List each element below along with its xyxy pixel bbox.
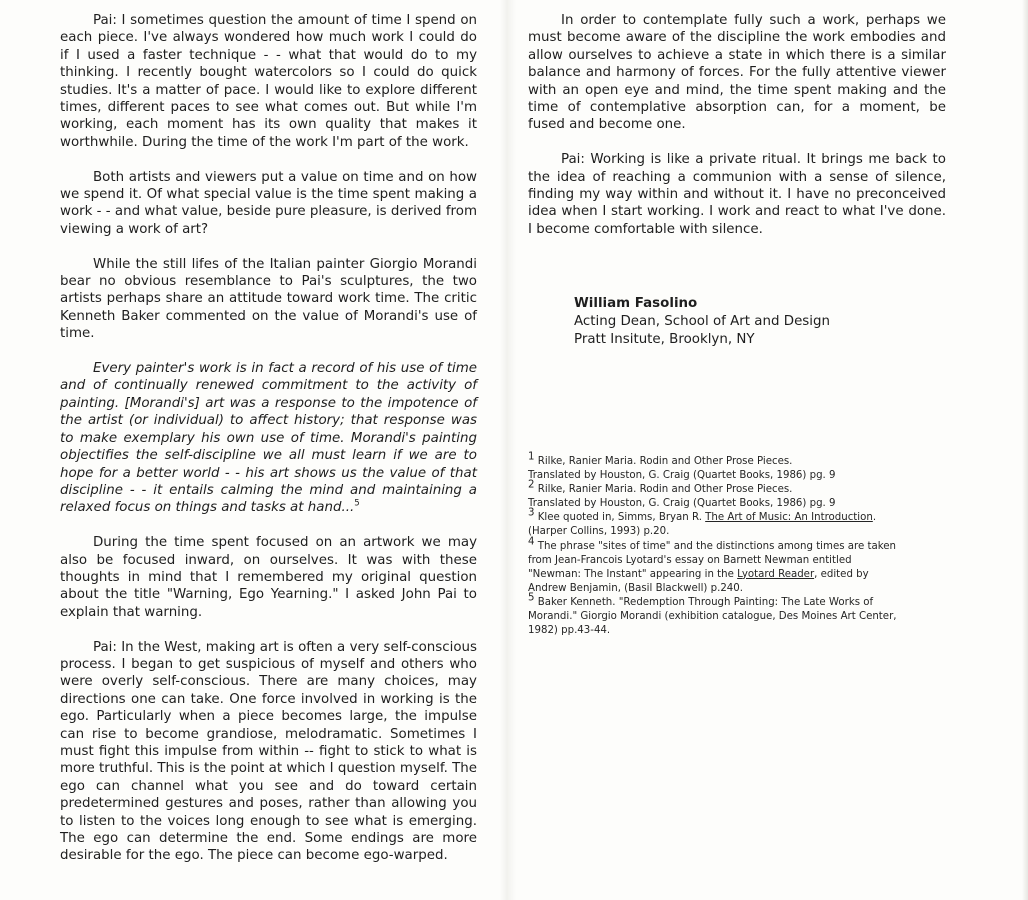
footnote-5: [528, 592, 948, 638]
footnote-1: [528, 451, 948, 483]
footnote-line: "Newman: The Instant" appearing in the: [528, 568, 738, 580]
baker-quote-text: Every painter's work is in fact a record of his use of time and of continually renewed commitment to the activity of painting. [Morandi's] art was a response to the impotence of the artist (or individual) to affect history; that response was to make exemplary his own use of time. Morandi's painting objectifies the self-discipline we all must learn if we are to hope for a better world - - his art shows us the value of that discipline - - it entails calming the mind and maintaining a relaxed focus on things and tasks at hand...: [60, 361, 477, 516]
footnote-number: 2: [528, 479, 535, 491]
author-institution: Pratt Insitute, Brooklyn, NY: [574, 331, 755, 347]
page-gutter: [500, 0, 516, 900]
footnote-number: 5: [528, 592, 535, 604]
footnote-2: [528, 479, 948, 511]
footnote-line: Rilke, Ranier Maria. Rodin and Other Prose Pieces.: [537, 484, 793, 496]
footnote-mark: 5: [354, 498, 360, 509]
footnote-book-title: Lyotard Reader: [737, 568, 815, 580]
footnote-line: Rilke, Ranier Maria. Rodin and Other Prose Pieces.: [537, 456, 793, 467]
footnote-4: [528, 536, 948, 596]
footnote-line: , edited by: [814, 568, 869, 580]
footnote-line: Translated by Houston, G. Craig (Quartet Books, 1986) pg. 9: [528, 498, 836, 510]
footnote-line: Baker Kenneth. "Redemption Through Painting: The Late Works of: [537, 596, 874, 608]
paragraph-value-of-time: Both artists and viewers put a value on time and on how we spend it. Of what special value is the time spent making a work - - and what value, beside pure pleasure, is derived from viewing a work of art?: [60, 169, 477, 237]
footnotes: [528, 451, 948, 638]
footnote-line: .: [872, 512, 877, 524]
paragraph-contemplation: In order to contemplate fully such a work, perhaps we must become aware of the discipline the work embodies and allow ourselves to achieve a state in which there is a similar balance and harmony of forces. For the fully attentive viewer with an open eye and mind, the time spent making and the time of contemplative absorption can, for a moment, be fused and become one.: [528, 13, 946, 133]
footnote-line: Morandi." Giorgio Morandi (exhibition catalogue, Des Moines Art Center,: [528, 611, 897, 623]
footnote-number: 3: [528, 507, 535, 519]
left-page-column: [60, 12, 477, 865]
author-name: William Fasolino: [574, 296, 698, 311]
author-title: Acting Dean, School of Art and Design: [574, 313, 830, 329]
footnote-number: 4: [528, 536, 535, 548]
footnote-line: from Jean-Francois Lyotard's essay on Barnett Newman entitled: [528, 554, 852, 566]
footnote-line: Andrew Benjamin, (Basil Blackwell) p.240.: [528, 582, 744, 594]
footnote-line: Translated by Houston, G. Craig (Quartet Books, 1986) pg. 9: [528, 470, 836, 482]
right-page-column: [528, 12, 946, 238]
footnote-line: 1982) pp.43-44.: [528, 625, 611, 637]
footnote-line: (Harper Collins, 1993) p.20.: [528, 526, 670, 538]
footnote-book-title: The Art of Music: An Introduction: [705, 512, 873, 524]
paragraph-ego-question: During the time spent focused on an artwork we may also be focused inward, on ourselves. It was with these thoughts in mind that I remembered my original question about the title "Warning, Ego Yearning." I asked John Pai to explain that warning.: [60, 535, 477, 620]
paragraph-pai-ego: Pai: In the West, making art is often a very self-conscious process. I began to get suspicious of myself and others who were overly self-conscious. There are many choices, may directions one can take. One force involved in working is the ego. Particularly when a piece becomes large, the impulse can rise to become grandiose, melodramatic. Sometimes I must fight this impulse from within -- fight to stick to what is more truthful. This is the point at which I question myself. The ego can channel what you see and do toward certain predetermined gestures and poses, rather than allowing you to listen to the voices long enough to see what is emerging. The ego can determine the end. Some endings are more desirable for the ego. The piece can become ego-warped.: [60, 639, 477, 864]
paragraph-morandi: While the still lifes of the Italian painter Giorgio Morandi bear no obvious resemblance to Pai's sculptures, the two artists perhaps share an attitude toward work time. The critic Kenneth Baker commented on the value of Morandi's use of time.: [60, 256, 477, 342]
footnote-line: The phrase "sites of time" and the distinctions among times are taken: [537, 540, 896, 552]
baker-quote: [60, 360, 477, 517]
paragraph-pai-time: Pai: I sometimes question the amount of time I spend on each piece. I've always wondered how much work I could do if I used a faster technique - - what that would do to my thinking. I recently bought watercolors so I could do quick studies. It's a matter of pace. I would like to explore different times, different paces to see what comes out. But while I'm working, each moment has its own quality that makes it worthwhile. During the time of the work I'm part of the work.: [60, 13, 477, 150]
footnote-number: 1: [528, 451, 535, 463]
signature-block: [574, 295, 830, 348]
footnote-3: [528, 507, 948, 539]
page-edge: [1022, 0, 1028, 900]
footnote-line: Klee quoted in, Simms, Bryan R.: [537, 512, 706, 524]
paragraph-pai-ritual: Pai: Working is like a private ritual. It brings me back to the idea of reaching a communion with a sense of silence, finding my way within and without it. I have no preconceived idea when I start working. I work and react to what I've done. I become comfortable with silence.: [528, 152, 946, 237]
